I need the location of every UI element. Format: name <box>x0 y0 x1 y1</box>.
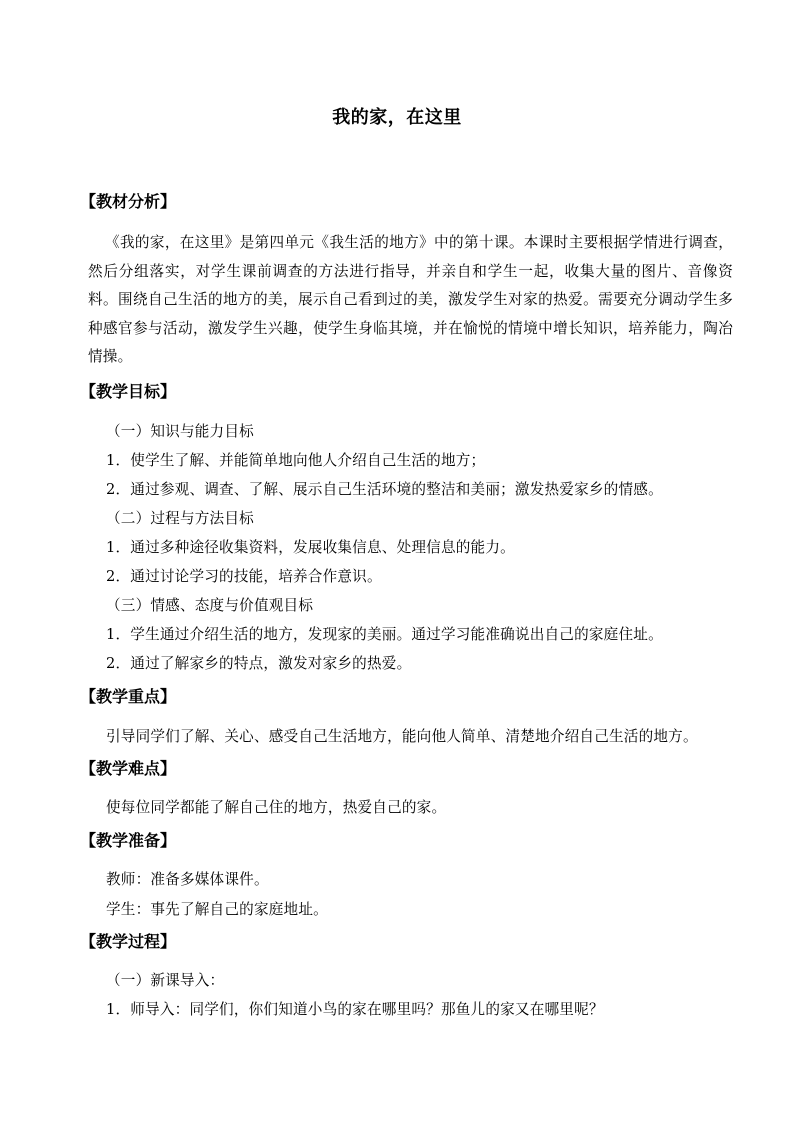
key-points-text: 引导同学们了解、关心、感受自己生活地方，能向他人简单、清楚地介绍自己生活的地方。 <box>106 728 698 745</box>
process-sub1-item-1: 1．师导入：同学们，你们知道小鸟的家在哪里吗？那鱼儿的家又在哪里呢？ <box>106 1001 604 1018</box>
goals-sub1: （一）知识与能力目标 <box>106 423 254 440</box>
goals-sub1-item-2: 2．通过参观、调查、了解、展示自己生活环境的整洁和美丽；激发热爱家乡的情感。 <box>106 481 663 498</box>
heading-process: 【教学过程】 <box>80 932 177 951</box>
preparation-student: 学生：事先了解自己的家庭地址。 <box>106 901 328 918</box>
goals-sub1-item-1: 1．使学生了解、并能简单地向他人介绍自己生活的地方； <box>106 452 486 469</box>
goals-sub3-item-1: 1．学生通过介绍生活的地方，发现家的美丽。通过学习能准确说出自己的家庭住址。 <box>106 626 663 643</box>
goals-sub3: （三）情感、态度与价值观目标 <box>106 597 314 614</box>
heading-preparation: 【教学准备】 <box>80 831 177 850</box>
goals-sub2: （二）过程与方法目标 <box>106 510 254 527</box>
heading-goals: 【教学目标】 <box>80 382 177 401</box>
goals-sub2-item-2: 2．通过讨论学习的技能，培养合作意识。 <box>106 568 382 585</box>
analysis-paragraph: 《我的家，在这里》是第四单元《我生活的地方》中的第十课。本课时主要根据学情进行调查，然后分组落实，对学生课前调查的方法进行指导，并亲自和学生一起，收集大量的图片、音像资料。围绕自己生活的地方的美，展示自己看到过的美，激发学生对家的热爱。需要充分调动学生多种感官参与活动，激发学生兴趣，使学生身临其境，并在愉悦的情境中增长知识，培养能力，陶冶情操。 <box>88 234 733 365</box>
goals-sub3-item-2: 2．通过了解家乡的特点，激发对家乡的热爱。 <box>106 655 412 672</box>
process-sub1: （一）新课导入： <box>106 972 225 989</box>
document-title: 我的家，在这里 <box>332 107 462 128</box>
heading-analysis: 【教材分析】 <box>80 192 177 211</box>
goals-sub2-item-1: 1．通过多种途径收集资料，发展收集信息、处理信息的能力。 <box>106 539 515 556</box>
preparation-teacher: 教师：准备多媒体课件。 <box>106 871 269 888</box>
heading-key-points: 【教学重点】 <box>80 687 177 706</box>
difficulties-text: 使每位同学都能了解自己住的地方，热爱自己的家。 <box>106 799 447 816</box>
heading-difficulties: 【教学难点】 <box>80 759 177 778</box>
